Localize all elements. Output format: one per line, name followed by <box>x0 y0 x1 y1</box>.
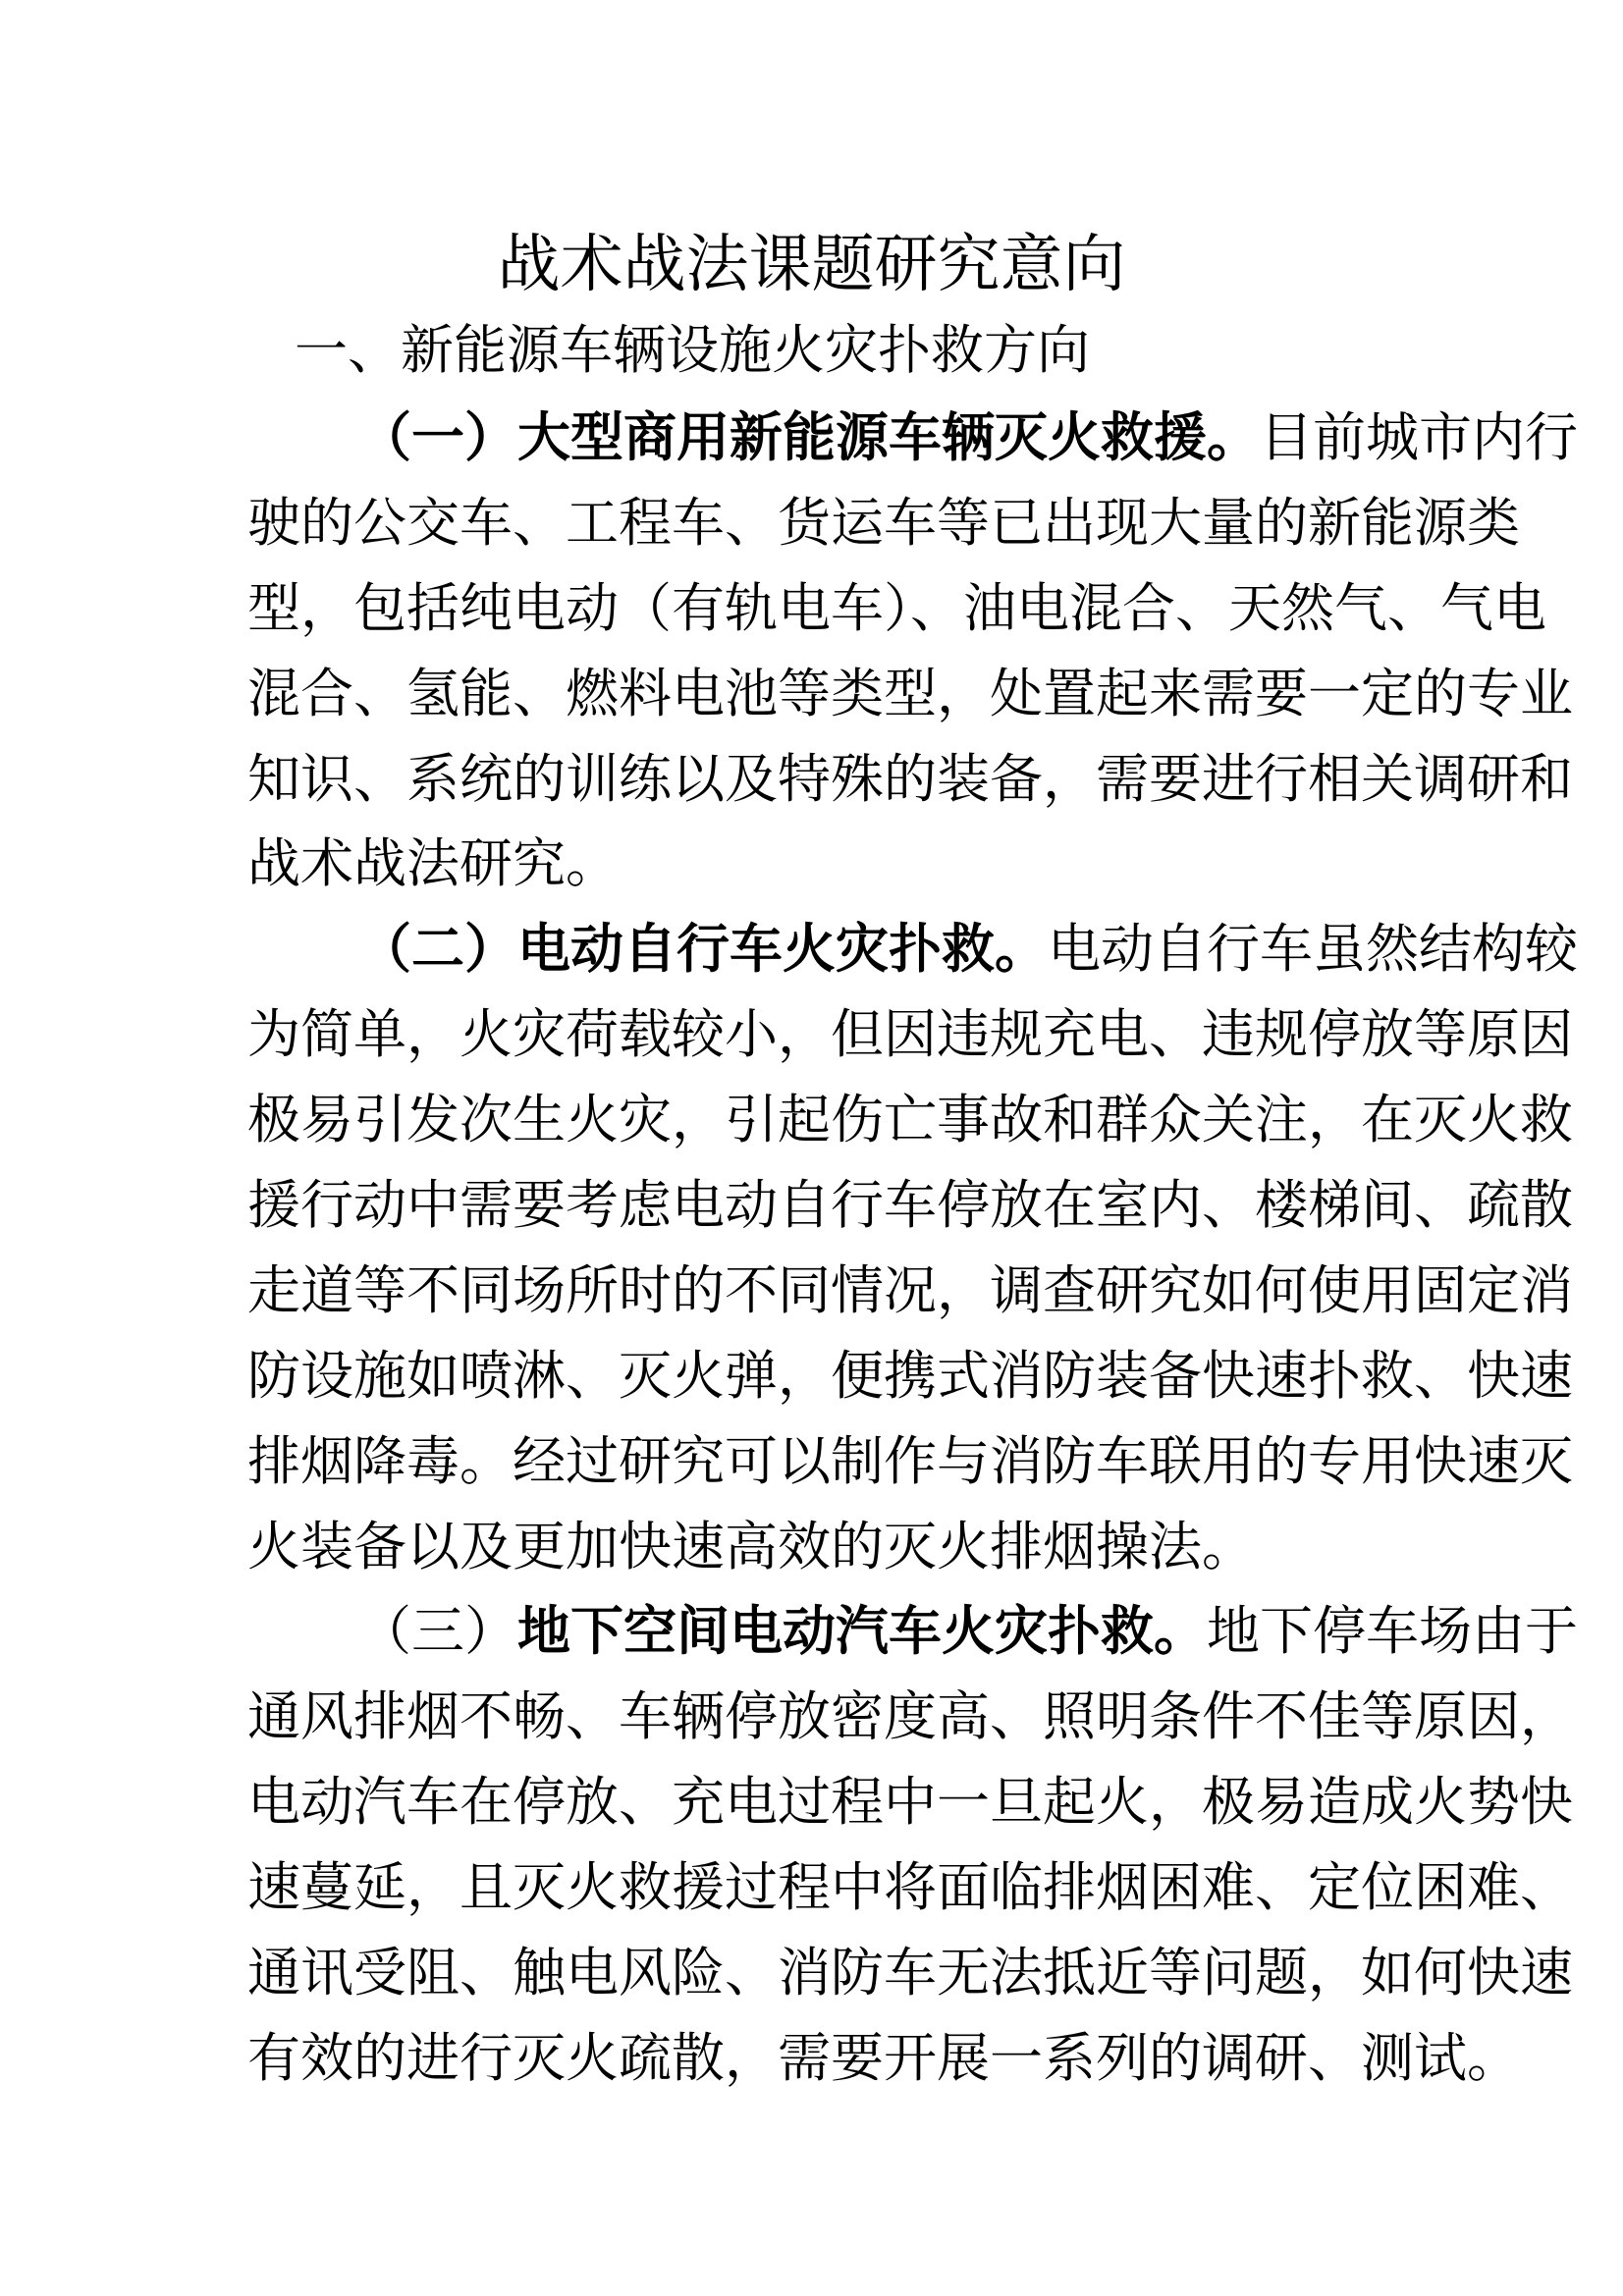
paragraph-2-line-1 <box>247 907 1578 992</box>
paragraph-line: 走道等不同场所时的不同情况，调查研究如何使用固定消 <box>247 1258 1573 1321</box>
paragraph-line: 援行动中需要考虑电动自行车停放在室内、楼梯间、疏散 <box>247 1174 1573 1237</box>
document-title: 战术战法课题研究意向 <box>497 229 1126 301</box>
document-body <box>247 396 1578 2102</box>
paragraph-number: （一） <box>358 406 517 468</box>
paragraph-number: （三） <box>358 1600 517 1663</box>
paragraph-lead: 大型商用新能源车辆灭火救援。 <box>517 406 1260 468</box>
paragraph-text: 地下停车场由于 <box>1207 1600 1578 1663</box>
paragraph-line: 为简单，火灾荷载较小，但因违规充电、违规停放等原因 <box>247 1003 1573 1066</box>
paragraph-3-line-1 <box>247 1589 1578 1675</box>
paragraph-line: 战术战法研究。 <box>247 832 619 895</box>
paragraph-line: 排烟降毒。经过研究可以制作与消防车联用的专用快速灭 <box>247 1429 1573 1492</box>
paragraph-line: 极易引发次生火灾，引起伤亡事故和群众关注，在灭火救 <box>247 1089 1573 1151</box>
paragraph-line: 通风排烟不畅、车辆停放密度高、照明条件不佳等原因， <box>247 1685 1573 1748</box>
paragraph-line: 电动汽车在停放、充电过程中一旦起火，极易造成火势快 <box>247 1771 1573 1834</box>
paragraph-line: 通讯受阻、触电风险、消防车无法抵近等问题，如何快速 <box>247 1942 1573 2004</box>
paragraph-text: 电动自行车虽然结构较 <box>1048 918 1578 981</box>
paragraph-line: 火装备以及更加快速高效的灭火排烟操法。 <box>247 1515 1255 1577</box>
paragraph-line: 驶的公交车、工程车、货运车等已出现大量的新能源类 <box>247 491 1520 554</box>
paragraph-line: 混合、氢能、燃料电池等类型，处置起来需要一定的专业 <box>247 662 1573 724</box>
paragraph-lead: 电动自行车火灾扑救。 <box>517 918 1048 981</box>
paragraph-line: 型，包括纯电动（有轨电车）、油电混合、天然气、气电 <box>247 576 1546 639</box>
paragraph-line: 速蔓延，且灭火救援过程中将面临排烟困难、定位困难、 <box>247 1856 1573 1919</box>
paragraph-number: （二） <box>358 918 517 981</box>
paragraph-line: 防设施如喷淋、灭火弹，便携式消防装备快速扑救、快速 <box>247 1344 1573 1407</box>
paragraph-lead: 地下空间电动汽车火灾扑救。 <box>517 1600 1207 1663</box>
paragraph-1-line-1 <box>247 396 1578 481</box>
paragraph-line: 知识、系统的训练以及特殊的装备，需要进行相关调研和 <box>247 747 1573 810</box>
section-heading: 一、新能源车辆设施火灾扑救方向 <box>295 319 1090 381</box>
paragraph-line: 有效的进行灭火疏散，需要开展一系列的调研、测试。 <box>247 2026 1520 2089</box>
paragraph-text: 目前城市内行 <box>1260 406 1578 468</box>
